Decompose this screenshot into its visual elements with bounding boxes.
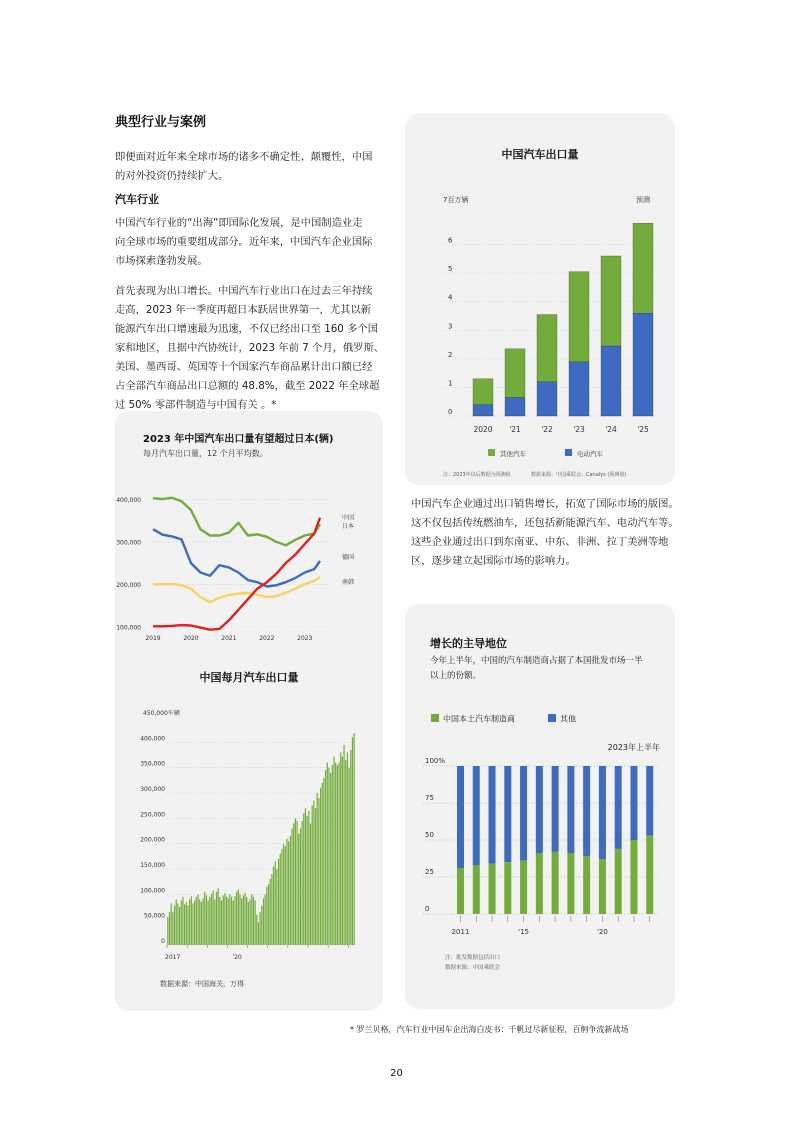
y-tick-label: 5 — [448, 265, 453, 274]
y-tick-label: 300,000 — [140, 786, 165, 793]
x-tick-label: 2022 — [259, 635, 275, 642]
chart-note: 注：2023年以后数据为预测值 — [443, 472, 511, 478]
y-tick-label: 0 — [448, 408, 453, 416]
legend-swatch — [565, 449, 572, 456]
month-bar — [258, 922, 259, 945]
paragraph-3 — [411, 495, 696, 571]
month-bar — [337, 765, 338, 945]
page-number: 20 — [390, 1068, 403, 1079]
month-bar — [295, 818, 296, 945]
month-bar — [176, 899, 177, 945]
share-chart-title: 增长的主导地位 — [430, 637, 507, 650]
month-bar — [187, 905, 188, 945]
month-bar — [248, 902, 249, 945]
stacked-bar-电动汽车 — [633, 313, 653, 416]
month-bar — [238, 889, 239, 945]
export-chart-title: 中国汽车出口量 — [501, 148, 579, 161]
y-tick-label: 1 — [448, 379, 453, 388]
chart-source: 数据来源：中国乘联会；Canalys (预测值) — [531, 472, 627, 478]
month-bar — [338, 763, 339, 945]
month-bar — [286, 839, 287, 945]
series-line-德国 — [153, 529, 320, 586]
month-bar — [330, 773, 331, 945]
month-bar — [298, 834, 299, 945]
month-bar — [206, 895, 207, 945]
month-bar — [325, 770, 326, 945]
legend-label: 日本 — [342, 522, 355, 530]
paragraph-1 — [115, 214, 390, 271]
month-bar — [236, 892, 237, 945]
y-tick-label: 150,000 — [140, 862, 165, 869]
y-tick-label: 300,000 — [116, 539, 141, 547]
subtitle-line: 今年上半年，中国的汽车制造商占据了本国批发市场一半 — [430, 656, 643, 666]
intro-paragraph — [115, 148, 390, 186]
text-line: 家和地区，且据中汽协统计，2023 年前 7 个月，俄罗斯、 — [115, 342, 385, 354]
month-bar — [171, 903, 172, 945]
month-bar — [320, 788, 321, 945]
month-bar — [234, 896, 235, 945]
y-tick-label: 50,000 — [144, 912, 165, 920]
month-bar — [348, 768, 349, 945]
month-bar — [261, 905, 262, 945]
month-bar — [342, 757, 343, 945]
share-bar-other — [615, 766, 622, 849]
legend-swatch — [431, 714, 439, 722]
month-bar — [169, 912, 170, 945]
month-bar — [318, 798, 319, 945]
stacked-bar-电动汽车 — [537, 382, 557, 416]
y-tick-label: 75 — [425, 794, 434, 802]
text-line: 这不仅包括传统燃油车，还包括新能源汽车、电动汽车等。 — [411, 517, 679, 529]
text-line: 过 50% 零部件制造与中国有关 。* — [115, 399, 277, 411]
month-bar — [270, 879, 271, 945]
x-tick-label: '25 — [637, 425, 649, 434]
stacked-bar-电动汽车 — [473, 405, 493, 416]
section-title: 典型行业与案例 — [115, 115, 207, 130]
month-bar — [288, 841, 289, 945]
month-bar — [182, 897, 183, 945]
legend-label: 德国 — [342, 553, 355, 561]
x-tick-label: 2021 — [221, 635, 237, 642]
month-bar — [300, 828, 301, 945]
x-tick-label: '15 — [518, 928, 529, 936]
share-bar-other — [489, 766, 496, 864]
export-bar-chart — [405, 188, 675, 483]
month-bar — [310, 823, 311, 945]
y-tick-label: 250,000 — [140, 811, 165, 819]
share-bar-other — [520, 766, 527, 861]
month-bar — [335, 763, 336, 945]
share-bar-domestic — [520, 861, 527, 914]
chart-card-share — [405, 604, 675, 1009]
month-bar — [229, 894, 230, 945]
series-line-中国 — [153, 518, 320, 630]
share-bar-domestic — [630, 840, 637, 914]
month-bar — [281, 849, 282, 945]
month-bar — [296, 821, 297, 945]
month-bar — [276, 869, 277, 945]
stacked-bar-其他汽车 — [505, 349, 525, 398]
x-tick-label: '20 — [232, 954, 242, 961]
share-bar-domestic — [646, 836, 653, 914]
series-line-南韩 — [153, 577, 320, 602]
share-bar-domestic — [457, 868, 464, 914]
text-line: 占全部汽车商品出口总额的 48.8%，截至 2022 年全球超 — [115, 380, 380, 392]
x-tick-label: 2017 — [165, 954, 181, 961]
month-bar — [268, 884, 269, 945]
month-bar — [197, 894, 198, 945]
month-bar — [308, 811, 309, 945]
month-bar — [291, 828, 292, 945]
y-tick-label: 200,000 — [116, 581, 141, 589]
month-bar — [167, 917, 168, 945]
month-bar — [328, 768, 329, 945]
month-bar — [191, 896, 192, 945]
month-bar — [254, 900, 255, 945]
x-tick-label: '24 — [605, 425, 617, 434]
month-bar — [226, 897, 227, 945]
month-bar — [350, 750, 351, 945]
legend-label: 电动汽车 — [577, 450, 603, 458]
month-bar — [216, 892, 217, 945]
monthly-bar-chart — [115, 707, 383, 969]
text-line: 市场探索蓬勃发展。 — [115, 255, 208, 267]
month-bar — [340, 752, 341, 945]
month-bar — [273, 866, 274, 945]
month-bar — [253, 897, 254, 945]
text-line: 中国汽车企业通过出口销售增长，拓宽了国际市场的版图。 — [411, 498, 679, 510]
monthly-source: 数据来源：中国海关，万得 — [160, 980, 244, 988]
share-bar-chart — [405, 704, 675, 1004]
y-tick-label: 0 — [161, 938, 165, 945]
month-bar — [265, 894, 266, 945]
month-bar — [196, 897, 197, 945]
month-bar — [251, 894, 252, 945]
stacked-bar-电动汽车 — [569, 362, 589, 416]
share-bar-other — [552, 766, 559, 852]
month-bar — [218, 888, 219, 945]
month-bar — [202, 898, 203, 945]
month-bar — [211, 894, 212, 945]
sub-title: 汽车行业 — [115, 193, 159, 206]
x-tick-label: 2020 — [473, 425, 493, 434]
chart-source: 数据来源：中国乘联会 — [445, 965, 501, 971]
month-bar — [221, 900, 222, 945]
share-bar-other — [630, 766, 637, 840]
month-bar — [323, 778, 324, 945]
y-tick-label: 0 — [425, 905, 430, 913]
legend-swatch — [488, 449, 495, 456]
share-bar-domestic — [583, 856, 590, 914]
text-line: 走高，2023 年一季度再超日本跃居世界第一，尤其以新 — [115, 304, 372, 316]
month-bar — [322, 783, 323, 945]
month-bar — [283, 844, 284, 945]
share-bar-other — [599, 766, 606, 859]
month-bar — [214, 899, 215, 945]
text-line: 首先表现为出口增长。中国汽车行业出口在过去三年持续 — [115, 285, 373, 297]
period-label: 2023年上半年 — [607, 743, 660, 752]
x-tick-label: '20 — [597, 928, 608, 936]
share-bar-domestic — [615, 849, 622, 914]
x-tick-label: 2011 — [451, 928, 470, 936]
month-bar — [172, 912, 173, 945]
month-bar — [301, 821, 302, 945]
y-tick-label: 50 — [425, 831, 434, 839]
legend-swatch — [548, 714, 556, 722]
line-chart-subtitle: 每月汽车出口量，12 个月平均数。 — [143, 449, 268, 458]
share-bar-domestic — [599, 859, 606, 914]
text-line: 的对外投资仍持续扩大。 — [115, 170, 229, 182]
x-tick-label: '21 — [509, 425, 521, 434]
month-bar — [179, 907, 180, 945]
y-tick-label: 25 — [425, 868, 434, 876]
x-tick-label: '23 — [573, 425, 585, 434]
month-bar — [177, 903, 178, 945]
month-bar — [239, 894, 240, 945]
month-bar — [327, 763, 328, 945]
share-bar-other — [536, 766, 543, 853]
month-bar — [260, 912, 261, 945]
month-bar — [199, 899, 200, 945]
chart-card-export — [405, 113, 675, 485]
share-bar-other — [504, 766, 511, 862]
text-line: 即便面对近年来全球市场的诸多不确定性、颠覆性，中国 — [115, 151, 373, 163]
y-tick-label: 4 — [448, 293, 453, 302]
y-tick-label: 100% — [425, 757, 446, 765]
month-bar — [209, 897, 210, 945]
month-bar — [184, 904, 185, 945]
share-bar-other — [473, 766, 480, 865]
y-tick-label: 200,000 — [140, 836, 165, 844]
paragraph-2 — [115, 282, 390, 415]
share-bar-domestic — [473, 865, 480, 914]
x-tick-label: '22 — [541, 425, 553, 434]
month-bar — [207, 900, 208, 945]
text-line: 中国汽车行业的“出海”即国际化发展，是中国制造业走 — [115, 217, 363, 229]
month-bar — [345, 760, 346, 945]
month-bar — [285, 846, 286, 945]
month-bar — [244, 893, 245, 945]
month-bar — [333, 757, 334, 945]
y-tick-label: 2 — [448, 350, 453, 359]
month-bar — [307, 816, 308, 945]
month-bar — [271, 874, 272, 945]
stacked-bar-电动汽车 — [601, 346, 621, 416]
legend-label: 中国本土汽车制造商 — [443, 714, 515, 724]
month-bar — [278, 859, 279, 945]
x-tick-label: 2020 — [183, 635, 199, 642]
stacked-bar-其他汽车 — [569, 272, 589, 362]
y-tick-label: 6 — [448, 236, 453, 245]
subtitle-line: 以上的份额。 — [430, 671, 482, 681]
share-bar-domestic — [489, 864, 496, 914]
share-chart-subtitle — [430, 654, 643, 684]
text-line: 区，逐步建立起国际市场的影响力。 — [411, 555, 576, 567]
x-tick-label: 2019 — [145, 635, 161, 642]
share-bar-domestic — [567, 853, 574, 914]
month-bar — [313, 801, 314, 945]
month-bar — [290, 836, 291, 945]
y-tick-label: 350,000 — [140, 760, 165, 768]
share-bar-other — [583, 766, 590, 856]
month-bar — [219, 897, 220, 945]
text-line: 向全球市场的重要组成部分。近年来，中国汽车企业国际 — [115, 236, 373, 248]
month-bar — [303, 813, 304, 945]
month-bar — [343, 745, 344, 945]
month-bar — [241, 898, 242, 945]
month-bar — [352, 737, 353, 945]
share-bar-domestic — [504, 862, 511, 914]
month-bar — [249, 899, 250, 945]
y-tick-label: 400,000 — [140, 735, 165, 743]
chart-card-left — [115, 411, 383, 1011]
line-chart — [115, 481, 383, 651]
y-unit-label: 450,000车辆 — [143, 710, 180, 717]
month-bar — [243, 895, 244, 945]
month-bar — [233, 900, 234, 945]
month-bar — [317, 793, 318, 945]
month-bar — [228, 898, 229, 945]
month-bar — [189, 899, 190, 945]
text-line: 这些企业通过出口到东南亚、中东、非洲、拉丁美洲等地 — [411, 536, 669, 548]
legend-label: 其他 — [560, 714, 576, 724]
y-tick-label: 100,000 — [116, 624, 141, 632]
share-bar-domestic — [552, 852, 559, 914]
month-bar — [263, 898, 264, 945]
month-bar — [275, 861, 276, 945]
month-bar — [181, 900, 182, 945]
y-tick-label: 3 — [448, 322, 453, 331]
month-bar — [305, 808, 306, 945]
month-bar — [246, 897, 247, 945]
share-bar-other — [646, 766, 653, 836]
month-bar — [312, 806, 313, 945]
month-bar — [192, 903, 193, 945]
stacked-bar-其他汽车 — [601, 256, 621, 346]
footnote: * 罗兰贝格，汽车行业中国车企出海白皮书：千帆过尽新征程，百舸争流新战场 — [350, 1025, 629, 1034]
month-bar — [293, 823, 294, 945]
month-bar — [204, 892, 205, 945]
month-bar — [174, 905, 175, 945]
month-bar — [224, 893, 225, 945]
legend-label: 南韩 — [342, 579, 355, 587]
month-bar — [354, 733, 355, 945]
chart-note: 注：批发数据包括出口 — [445, 955, 501, 961]
legend-label: 其他汽车 — [500, 450, 526, 458]
stacked-bar-其他汽车 — [633, 223, 653, 313]
month-bar — [201, 902, 202, 945]
x-tick-label: 2023 — [297, 635, 313, 642]
month-bar — [223, 895, 224, 945]
share-bar-domestic — [536, 853, 543, 914]
share-bar-other — [457, 766, 464, 868]
y-axis-label: 7百万辆 — [443, 196, 469, 204]
month-bar — [280, 854, 281, 945]
month-bar — [231, 897, 232, 945]
text-line: 美国、墨西哥、英国等十个国家汽车商品累计出口额已经 — [115, 361, 373, 373]
stacked-bar-其他汽车 — [473, 379, 493, 405]
month-bar — [266, 887, 267, 945]
legend-label: 中国 — [342, 514, 355, 522]
month-bar — [332, 765, 333, 945]
line-chart-title: 2023 年中国汽车出口量有望超过日本(辆) — [143, 434, 334, 445]
month-bar — [256, 915, 257, 945]
share-bar-other — [567, 766, 574, 853]
y-tick-label: 400,000 — [116, 496, 141, 504]
month-bar — [213, 890, 214, 945]
month-bar — [315, 808, 316, 945]
text-line: 能源汽车出口增速最为迅速，不仅已经出口至 160 多个国 — [115, 323, 379, 335]
stacked-bar-其他汽车 — [537, 315, 557, 382]
stacked-bar-电动汽车 — [505, 397, 525, 416]
monthly-chart-title: 中国每月汽车出口量 — [199, 671, 299, 684]
month-bar — [194, 900, 195, 945]
y-tick-label: 100,000 — [140, 887, 165, 895]
forecast-label: 预测 — [636, 196, 650, 204]
month-bar — [186, 902, 187, 945]
month-bar — [347, 752, 348, 945]
